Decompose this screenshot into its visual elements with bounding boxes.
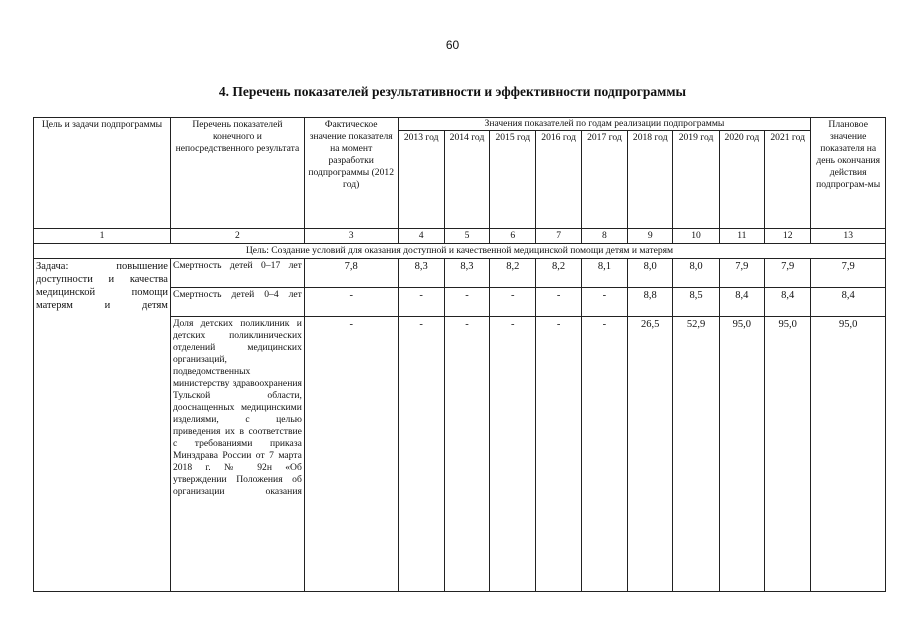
- column-number: 7: [536, 229, 581, 244]
- value-cell: 95,0: [719, 316, 764, 591]
- document-title: 4. Перечень показателей результативности и эффективности подпрограммы: [218, 84, 687, 99]
- value-cell: -: [398, 287, 444, 316]
- value-cell: 7,9: [811, 258, 886, 287]
- header-year: 2018 год: [628, 131, 673, 229]
- value-cell: 8,2: [536, 258, 581, 287]
- value-cell: 7,9: [719, 258, 764, 287]
- value-cell: -: [304, 287, 398, 316]
- header-year: 2014 год: [444, 131, 489, 229]
- goal-text: Цель: Создание условий для оказания доступной и качественной медицинской помощи детям и матерям: [34, 243, 886, 258]
- header-years-group: Значения показателей по годам реализации подпрограммы: [398, 118, 811, 131]
- value-cell: -: [398, 316, 444, 591]
- value-cell: 8,4: [719, 287, 764, 316]
- indicator-name: Смертность детей 0–17 лет: [170, 258, 304, 287]
- indicator-name: Доля детских поликлиник и детских поликлинических отделений медицинских организаций, подведомственных министерству здравоохранения Тульской области, дооснащенных медицинскими изделиями, с целью приведения их в соответствие с требованиями приказа Минздрава России от 7 марта 2018 г. № 92н «Об утверждении Положения об организации оказания: [170, 316, 304, 591]
- column-number: 8: [581, 229, 627, 244]
- value-cell: -: [490, 316, 536, 591]
- header-planned-value: Плановое значение показателя на день окончания действия подпрограм-мы: [811, 118, 886, 229]
- header-indicators: Перечень показателей конечного и непосредственного результата: [170, 118, 304, 229]
- value-cell: -: [536, 316, 581, 591]
- header-year: 2021 год: [765, 131, 811, 229]
- value-cell: -: [444, 287, 489, 316]
- header-year: 2017 год: [581, 131, 627, 229]
- value-cell: 52,9: [673, 316, 719, 591]
- value-cell: 8,4: [765, 287, 811, 316]
- goal-row: [34, 243, 886, 258]
- header-year: 2019 год: [673, 131, 719, 229]
- page-number: 60: [445, 38, 460, 52]
- column-number: 9: [628, 229, 673, 244]
- column-number: 13: [811, 229, 886, 244]
- column-number: 3: [304, 229, 398, 244]
- value-cell: 8,8: [628, 287, 673, 316]
- value-cell: -: [581, 287, 627, 316]
- value-cell: 8,4: [811, 287, 886, 316]
- value-cell: 8,0: [628, 258, 673, 287]
- value-cell: 8,3: [444, 258, 489, 287]
- column-number: 1: [34, 229, 171, 244]
- column-numbers-row: [34, 229, 886, 244]
- value-cell: -: [304, 316, 398, 591]
- table-row: [34, 258, 886, 287]
- task-text: [34, 258, 171, 591]
- value-cell: 8,0: [673, 258, 719, 287]
- indicator-name: Смертность детей 0–4 лет: [170, 287, 304, 316]
- value-cell: -: [536, 287, 581, 316]
- header-year: 2016 год: [536, 131, 581, 229]
- value-cell: -: [581, 316, 627, 591]
- column-number: 4: [398, 229, 444, 244]
- column-number: 11: [719, 229, 764, 244]
- value-cell: 26,5: [628, 316, 673, 591]
- value-cell: -: [444, 316, 489, 591]
- header-year: 2013 год: [398, 131, 444, 229]
- indicators-table: [33, 117, 886, 592]
- header-year: 2015 год: [490, 131, 536, 229]
- header-row-1: [34, 118, 886, 131]
- value-cell: 95,0: [811, 316, 886, 591]
- value-cell: 95,0: [765, 316, 811, 591]
- header-goals: Цель и задачи подпрограммы: [34, 118, 171, 229]
- value-cell: 8,1: [581, 258, 627, 287]
- column-number: 12: [765, 229, 811, 244]
- column-number: 10: [673, 229, 719, 244]
- value-cell: 8,3: [398, 258, 444, 287]
- task-label: Задача: повышение доступности и качества медицинской помощи матерям и детям: [36, 260, 168, 312]
- column-number: 2: [170, 229, 304, 244]
- value-cell: -: [490, 287, 536, 316]
- value-cell: 7,8: [304, 258, 398, 287]
- header-actual-value: Фактическое значение показателя на момент разработки подпрограммы (2012 год): [304, 118, 398, 229]
- column-number: 6: [490, 229, 536, 244]
- value-cell: 7,9: [765, 258, 811, 287]
- value-cell: 8,5: [673, 287, 719, 316]
- column-number: 5: [444, 229, 489, 244]
- header-year: 2020 год: [719, 131, 764, 229]
- value-cell: 8,2: [490, 258, 536, 287]
